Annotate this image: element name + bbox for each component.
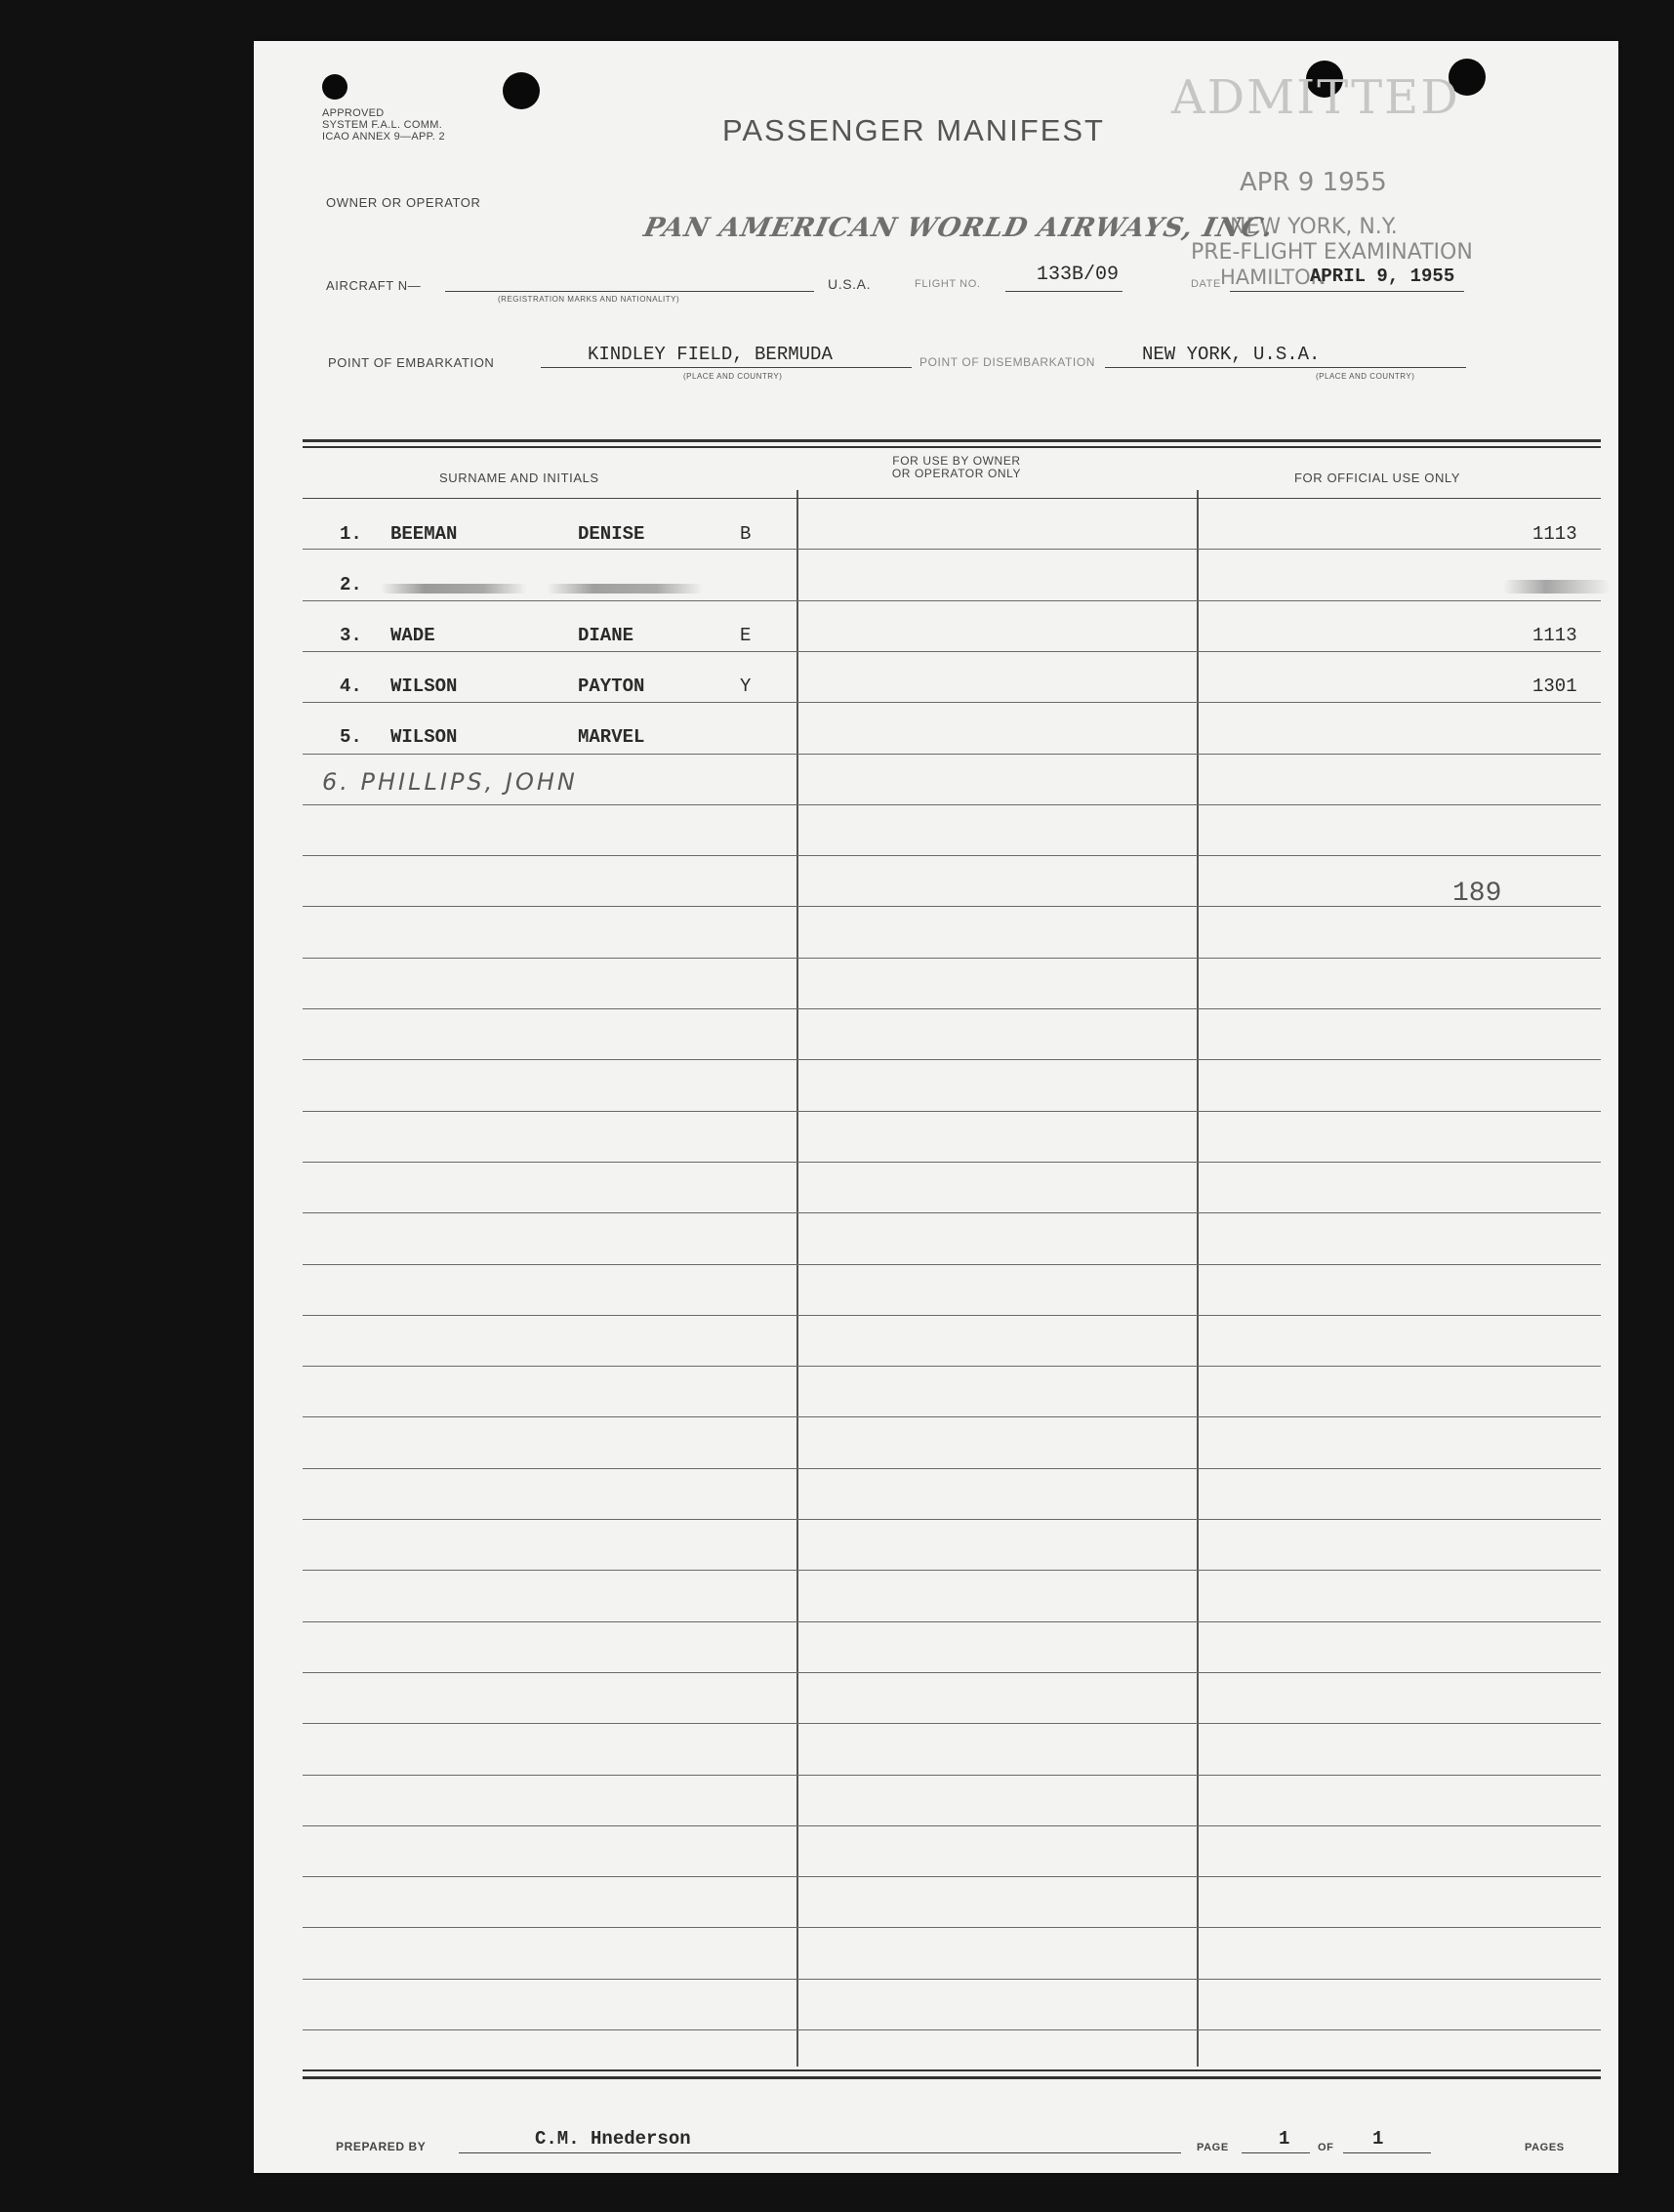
airline-name: PAN AMERICAN WORLD AIRWAYS, INC. <box>640 213 1277 243</box>
of-label: OF <box>1318 2142 1334 2153</box>
table-rule <box>303 498 1601 499</box>
passenger-given-name: DENISE <box>578 523 645 545</box>
disembark-value: NEW YORK, U.S.A. <box>1142 344 1321 365</box>
table-rule <box>303 855 1601 856</box>
official-code: 1113 <box>1532 523 1577 545</box>
col-header-surname: SURNAME AND INITIALS <box>439 471 599 485</box>
prepared-by-label: PREPARED BY <box>336 2140 427 2153</box>
embark-label: POINT OF EMBARKATION <box>328 355 495 370</box>
approval-line-2: SYSTEM F.A.L. COMM. <box>322 119 443 131</box>
disembark-sublabel: (PLACE AND COUNTRY) <box>1316 372 1415 381</box>
passenger-number: 1. <box>340 523 362 545</box>
redaction-mark-1 <box>381 584 527 594</box>
aircraft-line <box>445 291 814 292</box>
table-rule <box>303 1825 1601 1826</box>
column-divider-1 <box>796 490 798 2067</box>
passenger-initial: E <box>740 625 752 646</box>
page-value: 1 <box>1279 2128 1290 2150</box>
passenger-surname: WILSON <box>390 676 458 697</box>
col-header-owner-line-1: FOR USE BY OWNER <box>892 454 1021 468</box>
approval-line-3: ICAO ANNEX 9—APP. 2 <box>322 131 445 143</box>
table-rule <box>303 1723 1601 1724</box>
table-rule <box>303 1927 1601 1928</box>
passenger-number: 5. <box>340 726 362 748</box>
table-rule <box>303 1366 1601 1367</box>
col-header-owner-use <box>800 455 1113 480</box>
official-note: 189 <box>1452 879 1502 909</box>
table-rule <box>303 1775 1601 1776</box>
passenger-given-name: PAYTON <box>578 676 645 697</box>
approval-note <box>322 107 445 143</box>
table-rule <box>303 1468 1601 1469</box>
stamp-date: APR 9 1955 <box>1240 168 1387 197</box>
punch-hole-left-1 <box>322 74 347 100</box>
usa-label: U.S.A. <box>828 276 872 292</box>
flight-value: 133B/09 <box>1037 264 1120 286</box>
aircraft-sublabel: (REGISTRATION MARKS AND NATIONALITY) <box>498 295 680 304</box>
table-rule <box>303 1672 1601 1673</box>
handwritten-entry: 6. PHILLIPS, JOHN <box>322 768 578 796</box>
table-rule <box>303 1416 1601 1417</box>
punch-hole-left-2 <box>503 72 540 109</box>
passenger-given-name: MARVEL <box>578 726 645 748</box>
table-rule <box>303 600 1601 601</box>
table-rule <box>303 906 1601 907</box>
passenger-surname: WADE <box>390 625 435 646</box>
table-rule <box>303 1059 1601 1060</box>
table-rule <box>303 958 1601 959</box>
passenger-number: 3. <box>340 625 362 646</box>
table-rule <box>303 754 1601 755</box>
passenger-given-name: DIANE <box>578 625 634 646</box>
admitted-stamp-word: ADMITTED <box>1171 70 1460 125</box>
embark-line <box>541 367 912 368</box>
table-rule <box>303 1979 1601 1980</box>
table-rule <box>303 1212 1601 1213</box>
flight-label: FLIGHT NO. <box>915 278 981 290</box>
manifest-sheet <box>254 41 1618 2173</box>
table-rule <box>303 1264 1601 1265</box>
table-rule <box>303 651 1601 652</box>
date-line <box>1230 291 1464 292</box>
passenger-initial: Y <box>740 676 752 697</box>
official-code: 1301 <box>1532 676 1577 697</box>
table-rule <box>303 1111 1601 1112</box>
col-header-owner-line-2: OR OPERATOR ONLY <box>891 467 1022 480</box>
prepared-by-value: C.M. Hnederson <box>535 2128 691 2150</box>
redaction-mark-2 <box>547 584 703 594</box>
table-rule <box>303 1008 1601 1009</box>
stamp-place: HAMILTON <box>1220 266 1327 289</box>
stamp-city: NEW YORK, N.Y. <box>1230 215 1398 239</box>
passenger-number: 2. <box>340 574 362 595</box>
embark-sublabel: (PLACE AND COUNTRY) <box>683 372 783 381</box>
col-header-official: FOR OFFICIAL USE ONLY <box>1294 471 1461 485</box>
redaction-mark-3 <box>1503 580 1611 594</box>
passenger-surname: BEEMAN <box>390 523 458 545</box>
table-rule <box>303 702 1601 703</box>
flight-line <box>1005 291 1123 292</box>
table-top-rule-2 <box>303 446 1601 448</box>
column-divider-2 <box>1197 490 1199 2067</box>
table-rule <box>303 1519 1601 1520</box>
page-title: PASSENGER MANIFEST <box>722 113 1105 147</box>
disembark-label: POINT OF DISEMBARKATION <box>919 355 1096 369</box>
table-bottom-rule-2 <box>303 2076 1601 2079</box>
table-rule <box>303 2029 1601 2030</box>
disembark-line <box>1105 367 1466 368</box>
prepared-by-line <box>459 2152 1181 2153</box>
approval-line-1: APPROVED <box>322 107 385 119</box>
passenger-surname: WILSON <box>390 726 458 748</box>
table-bottom-rule <box>303 2069 1601 2071</box>
aircraft-label: AIRCRAFT N— <box>326 278 422 293</box>
table-rule <box>303 1162 1601 1163</box>
table-rule <box>303 1570 1601 1571</box>
page-line <box>1242 2152 1310 2153</box>
passenger-initial: B <box>740 523 752 545</box>
of-value: 1 <box>1372 2128 1384 2150</box>
embark-value: KINDLEY FIELD, BERMUDA <box>588 344 833 365</box>
table-rule <box>303 1621 1601 1622</box>
passenger-number: 4. <box>340 676 362 697</box>
date-value: APRIL 9, 1955 <box>1310 266 1455 287</box>
table-top-rule <box>303 439 1601 442</box>
table-rule <box>303 1876 1601 1877</box>
date-label: DATE <box>1191 278 1221 290</box>
owner-label: OWNER OR OPERATOR <box>326 195 481 210</box>
official-code: 1113 <box>1532 625 1577 646</box>
pages-label: PAGES <box>1525 2142 1565 2153</box>
of-line <box>1343 2152 1431 2153</box>
stamp-exam: PRE-FLIGHT EXAMINATION <box>1191 240 1473 265</box>
table-rule <box>303 1315 1601 1316</box>
table-rule <box>303 804 1601 805</box>
page-label: PAGE <box>1197 2142 1229 2153</box>
table-rule <box>303 549 1601 550</box>
